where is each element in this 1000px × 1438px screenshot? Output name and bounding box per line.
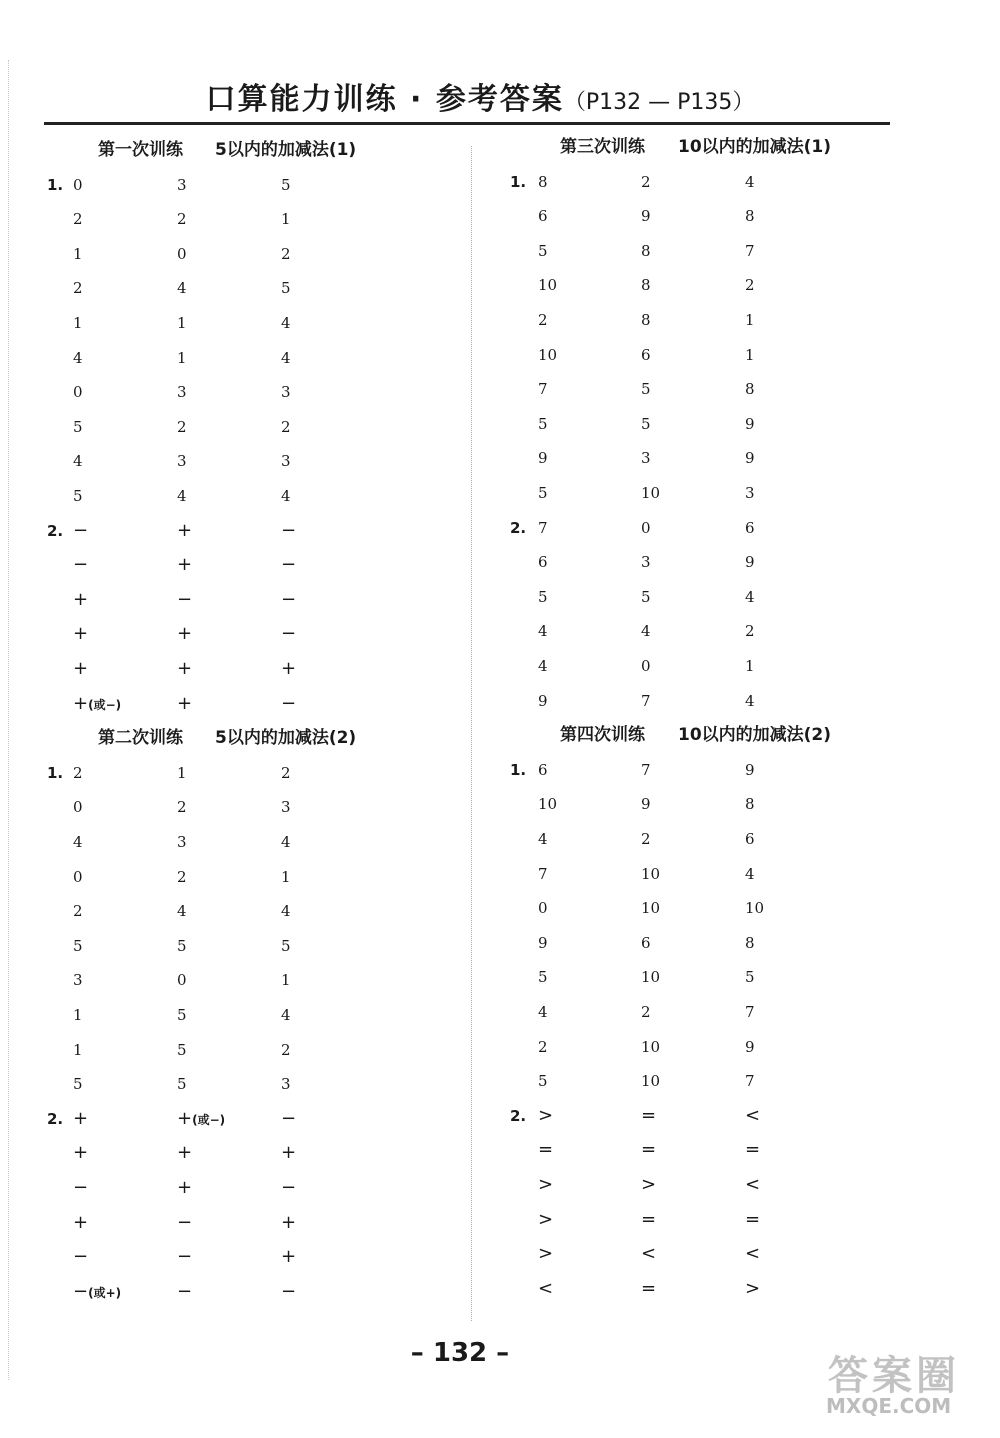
answer-cell: 1 [281,210,291,229]
answer-row [0,614,1000,649]
answer-cell: = [641,1208,657,1230]
answer-cell: 8 [745,380,755,399]
answer-cell: 3 [641,553,651,572]
answer-row [0,960,1000,995]
answer-cell: 8 [745,207,755,226]
section-topic: 10以内的加减法(1) [678,137,832,157]
answer-cell: 5 [538,414,548,433]
answer-cell: + [177,692,193,714]
section-title: 第四次训练 [560,725,645,746]
answer-cell: + [73,588,89,610]
question-number: 2. [47,521,64,540]
answer-cell: 4 [538,657,548,675]
answer-row [0,234,1000,269]
answer-cell: 5 [177,936,187,955]
answer-cell: 2 [281,763,291,782]
answer-cell: < [641,1243,657,1265]
answer-cell: 2 [73,763,83,782]
answer-cell: 3 [177,452,187,471]
answer-cell: > [538,1104,554,1126]
answer-cell: 4 [73,833,83,851]
answer-row [0,857,1000,892]
answer-cell: 10 [641,1037,661,1056]
answer-cell: > [538,1243,554,1265]
answer-row [0,1030,1000,1065]
answer-cell: 4 [745,864,755,883]
section-title: 第一次训练 [98,140,183,160]
answer-cell: 3 [281,798,291,817]
section-title: 第三次训练 [560,137,645,157]
answer-row [0,338,1000,373]
title-text: 口算能力训练 · 参考答案 [205,82,564,117]
question-number: 1. [47,763,64,782]
answer-cell: 4 [281,487,291,505]
answer-cell: 1 [745,311,755,329]
answer-cell: 2 [745,622,755,641]
answer-cell: 5 [73,487,83,505]
answer-cell: + [281,1211,297,1233]
answer-cell: 3 [177,383,187,402]
answer-cell: 4 [538,622,548,641]
answer-cell: 5 [641,414,651,433]
answer-cell: − [281,554,297,576]
answer-cell: − [281,519,297,541]
answer-cell: 7 [538,518,548,537]
answer-row [0,684,1000,719]
answer-cell: 5 [281,936,291,955]
answer-cell: + [177,554,193,576]
answer-cell: 6 [538,207,548,226]
answer-cell: − [73,1246,89,1268]
answer-cell: 2 [281,417,291,436]
answer-cell: + [177,623,193,645]
answer-row [0,476,1000,511]
answer-cell: 6 [538,553,548,572]
answer-cell: − [73,554,89,576]
answer-cell: 9 [745,414,755,433]
answer-cell: + [177,1142,193,1164]
answer-cell: − [281,1280,297,1302]
answer-cell: 10 [538,795,558,814]
answer-cell: 1 [745,657,755,675]
answer-cell: 5 [538,587,548,606]
answer-cell: 10 [641,968,661,987]
section-heading [0,130,1000,165]
answer-cell: 0 [538,899,548,918]
answer-cell: 9 [641,207,651,226]
answer-cell: 7 [641,760,651,779]
answer-cell: − [177,1211,193,1233]
answer-cell: 1 [177,763,187,782]
answer-cell: − [281,623,297,645]
answer-cell: 9 [745,553,755,572]
answer-cell: > [641,1174,657,1195]
answer-cell: 7 [641,691,651,710]
answer-cell: 5 [641,380,651,399]
answer-cell: 4 [281,1006,291,1024]
question-number: 2. [47,1109,64,1128]
answer-row [0,1237,1000,1272]
answer-row [0,1099,1000,1134]
answer-cell: 6 [641,933,651,952]
answer-cell: 5 [73,1075,83,1094]
answer-cell: 10 [641,899,661,918]
answer-cell: 2 [641,172,651,191]
answer-cell: 10 [641,484,661,502]
answer-cell: + [177,1177,193,1198]
answer-cell: = [641,1277,657,1299]
answer-cell: 5 [641,587,651,606]
answer-cell: 3 [177,833,187,851]
answer-cell: 4 [538,1003,548,1021]
answer-cell: 1 [281,867,291,886]
answer-cell: 7 [745,1003,755,1021]
answer-cell: 10 [641,1072,661,1091]
answer-cell: 8 [538,172,548,191]
answer-value: − [73,1280,89,1302]
answer-row [0,753,1000,788]
answer-cell: + [73,1107,89,1129]
answer-row [0,511,1000,546]
answer-row [0,199,1000,234]
section-heading [0,718,1000,753]
answer-row [0,1133,1000,1168]
answer-cell: 7 [538,864,548,883]
answer-cell: 9 [538,449,548,468]
section-topic: 10以内的加减法(2) [678,725,832,746]
answer-cell: 1 [177,348,187,367]
answer-cell: 2 [177,867,187,886]
answer-cell: 2 [538,311,548,329]
answer-cell: = [538,1139,554,1161]
answer-row [0,649,1000,684]
answer-cell: 2 [641,1003,651,1021]
answer-cell: + [73,658,89,679]
answer-cell: − [281,588,297,610]
answer-cell: − [281,692,297,714]
answer-cell: + [281,658,297,679]
answer-cell: < [745,1243,761,1265]
answer-row [0,995,1000,1030]
answer-cell: 8 [641,241,651,260]
answer-cell: − [281,1107,297,1129]
answer-row [0,1168,1000,1203]
answer-cell: 0 [177,971,187,990]
answer-cell: 5 [73,417,83,436]
answer-cell: 5 [281,175,291,194]
answer-cell: > [745,1277,761,1299]
answer-cell: − [281,1177,297,1198]
answer-row [0,407,1000,442]
answer-row [0,165,1000,200]
answer-row [0,580,1000,615]
answer-row [0,1203,1000,1238]
answer-cell: 0 [73,383,83,402]
answer-cell: 4 [73,348,83,367]
answer-cell: − [177,1280,193,1302]
answer-row [0,926,1000,961]
answer-cell: 10 [538,276,558,295]
answer-cell: 2 [281,1040,291,1059]
answer-cell: 0 [73,867,83,886]
answer-cell: 2 [281,244,291,263]
answer-cell: 7 [538,380,548,399]
answer-cell: 6 [745,830,755,848]
answer-cell: 3 [745,484,755,502]
answer-row [0,822,1000,857]
answer-cell: 1 [745,345,755,364]
answer-cell: 9 [538,691,548,710]
title-page-range: （P132 — P135） [563,90,755,115]
answer-cell: 5 [538,968,548,987]
answer-cell: 5 [538,1072,548,1091]
answer-cell: 5 [538,241,548,260]
answer-cell: 1 [281,971,291,990]
watermark-logo [806,1344,986,1424]
answer-cell: 1 [73,1006,83,1024]
answer-cell: 5 [745,968,755,987]
answer-cell: 5 [281,279,291,298]
answer-cell: 6 [538,760,548,779]
section-title: 第二次训练 [98,728,183,749]
answer-cell: 4 [745,587,755,606]
answer-cell: 0 [641,518,651,537]
answer-alternative: (或+) [88,1285,122,1300]
answer-cell: 2 [73,210,83,229]
answer-cell: 2 [177,417,187,436]
answer-cell: > [538,1174,554,1195]
answer-row [0,787,1000,822]
answer-cell: 4 [745,172,755,191]
answer-cell: 4 [281,833,291,851]
answer-cell: = [745,1139,761,1161]
watermark-text: 答案圈 [828,1353,960,1399]
answer-cell: 7 [745,241,755,260]
answer-cell: 5 [177,1040,187,1059]
answer-cell: 2 [177,798,187,817]
answer-row [0,303,1000,338]
answer-row [0,372,1000,407]
answer-cell: > [538,1208,554,1230]
answer-cell: < [538,1277,554,1299]
answer-cell: = [641,1139,657,1161]
answer-cell: 6 [745,518,755,537]
answer-cell: 4 [177,902,187,921]
answer-cell: − [73,1177,89,1198]
answer-cell: + [281,1142,297,1164]
answer-cell: 6 [641,345,651,364]
section-topic: 5以内的加减法(1) [215,140,357,160]
answer-cell: + [177,658,193,679]
answer-cell: 3 [641,449,651,468]
answer-cell: < [745,1174,761,1195]
answer-row [0,1064,1000,1099]
answer-value: + [177,1107,193,1129]
answer-cell: < [745,1104,761,1126]
answer-cell: + [73,1142,89,1164]
answer-cell: 5 [538,484,548,502]
answer-cell: 2 [177,210,187,229]
answer-cell: 4 [177,487,187,505]
answer-cell: 10 [641,864,661,883]
answer-cell: 3 [281,1075,291,1094]
answer-cell: 10 [538,345,558,364]
question-number: 1. [510,172,527,191]
answer-cell: + [73,623,89,645]
answer-cell: 8 [745,933,755,952]
answer-row [0,268,1000,303]
answer-cell: 1 [73,314,83,332]
answer-cell: 9 [641,795,651,814]
answer-cell: − [177,1246,193,1268]
answer-cell: = [745,1208,761,1230]
answer-cell: + [73,1211,89,1233]
watermark-url: MXQE.COM [826,1394,952,1418]
answer-cell: 8 [641,276,651,295]
answer-cell: 5 [73,936,83,955]
answer-cell: 9 [745,449,755,468]
answer-value: + [73,692,89,714]
answer-cell: 0 [73,798,83,817]
answer-cell: 2 [641,830,651,848]
answer-cell: 4 [281,314,291,332]
answer-cell: 2 [745,276,755,295]
answer-cell: 3 [73,971,83,990]
answer-cell: 1 [73,244,83,263]
answer-cell: 2 [538,1037,548,1056]
answer-cell: 2 [73,902,83,921]
answer-cell: 9 [745,1037,755,1056]
answer-cell: 4 [745,691,755,710]
page-number: – 132 – [410,1338,510,1368]
question-number: 1. [47,175,64,194]
section-topic: 5以内的加减法(2) [215,728,357,749]
answer-cell: 3 [177,175,187,194]
answer-alternative: (或−) [88,697,122,712]
answer-cell: 5 [177,1075,187,1094]
question-number: 2. [510,518,527,537]
answer-cell: 4 [641,622,651,641]
answer-cell: 4 [281,902,291,921]
answer-cell: 0 [73,175,83,194]
answer-cell: = [641,1104,657,1126]
answer-cell: 1 [73,1040,83,1059]
answer-cell: 9 [538,933,548,952]
answer-cell: 0 [641,657,651,675]
answer-cell: 2 [73,279,83,298]
answer-alternative: (或−) [192,1112,226,1127]
question-number: 2. [510,1106,527,1125]
answer-cell: 3 [281,383,291,402]
answer-cell: + [281,1246,297,1268]
answer-cell: 3 [281,452,291,471]
answer-cell: 8 [641,311,651,329]
answer-cell: 10 [745,899,765,918]
answer-cell: 5 [177,1006,187,1024]
answer-row [0,441,1000,476]
answer-cell: 9 [745,760,755,779]
answer-cell: 7 [745,1072,755,1091]
answer-cell: 1 [177,314,187,332]
answer-cell: 4 [177,279,187,298]
answer-row [0,545,1000,580]
answer-cell: + [177,519,193,541]
answer-cell: 4 [281,348,291,367]
answer-cell: 8 [745,795,755,814]
answer-row [0,1272,1000,1307]
answer-cell: 4 [73,452,83,471]
answer-row [0,891,1000,926]
answer-cell: − [177,588,193,610]
answer-cell: 4 [538,830,548,848]
answer-cell: − [73,519,89,541]
answer-cell: 0 [177,244,187,263]
question-number: 1. [510,760,527,779]
